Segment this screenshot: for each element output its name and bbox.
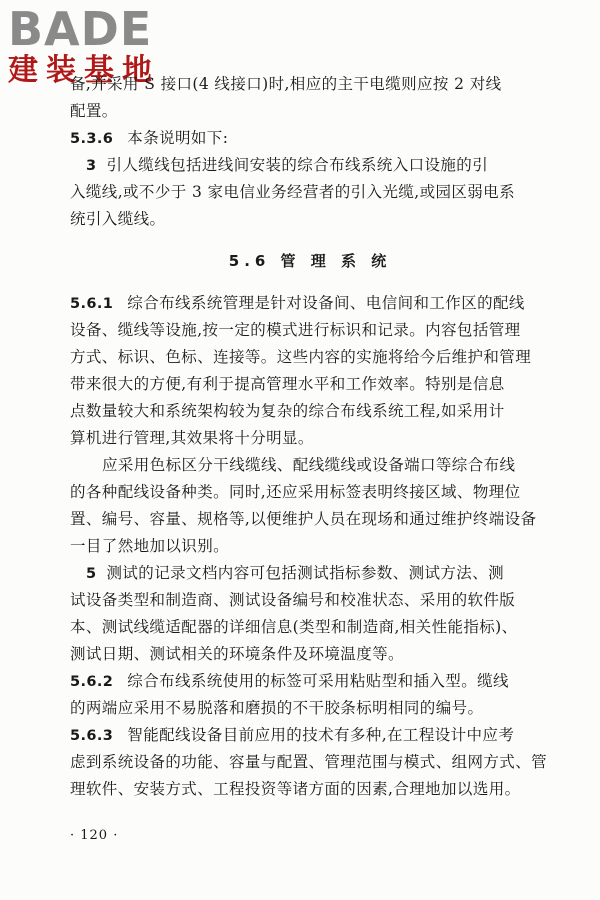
section-title: 5.6 管 理 系 统 <box>228 252 392 270</box>
text-line: 设备、缆线等设施,按一定的模式进行标识和记录。内容包括管理 <box>70 321 521 339</box>
text-line: 方式、标识、色标、连接等。这些内容的实施将给今后维护和管理 <box>70 348 532 366</box>
text-line: 统引入缆线。 <box>70 210 166 228</box>
clause-number: 5.6.1 <box>70 296 114 312</box>
clause-5-6-1 <box>70 290 525 318</box>
clause-5-6-3 <box>70 722 514 750</box>
watermark-subtitle: 建装基地 <box>8 53 160 88</box>
watermark-brand: BADE <box>8 2 153 56</box>
item-3 <box>86 152 488 180</box>
text-line: 算机进行管理,其效果将十分明显。 <box>70 429 314 447</box>
clause-number: 5.6.2 <box>70 674 114 690</box>
clause-5-6-2 <box>70 668 509 696</box>
text-line: 点数量较大和系统架构较为复杂的综合布线系统工程,如采用计 <box>70 402 505 420</box>
clause-text: 本条说明如下: <box>127 129 229 147</box>
text-line: 备,并采用 S 接口(4 线接口)时,相应的主干电缆则应按 2 对线 <box>70 75 502 93</box>
text-line: 的两端应采用不易脱落和磨损的不干胶条标明相同的编号。 <box>70 699 484 717</box>
clause-5-3-6 <box>70 125 228 153</box>
item-number: 3 <box>86 158 97 174</box>
clause-number: 5.6.3 <box>70 728 114 744</box>
page-number: · 120 · <box>70 828 119 843</box>
text-line: 一目了然地加以识别。 <box>70 537 230 555</box>
clause-text: 综合布线系统管理是针对设备间、电信间和工作区的配线 <box>127 294 525 312</box>
text-line: 试设备类型和制造商、测试设备编号和校准状态、采用的软件版 <box>70 591 516 609</box>
text-line: 虑到系统设备的功能、容量与配置、管理范围与模式、组网方式、管 <box>70 753 548 771</box>
text-line: 测试日期、测试相关的环境条件及环境温度等。 <box>70 645 404 663</box>
text-line: 置、编号、容量、规格等,以便维护人员在现场和通过维护终端设备 <box>70 510 537 528</box>
item-text: 引人缆线包括进线间安装的综合布线系统入口设施的引 <box>106 156 489 174</box>
item-5 <box>86 560 504 588</box>
text-line: 本、测试线缆适配器的详细信息(类型和制造商,相关性能指标)、 <box>70 618 518 636</box>
clause-text: 智能配线设备目前应用的技术有多种,在工程设计中应考 <box>127 726 515 744</box>
text-line: 应采用色标区分干线缆线、配线缆线或设备端口等综合布线 <box>102 456 516 474</box>
text-line: 入缆线,或不少于 3 家电信业务经营者的引入光缆,或园区弱电系 <box>70 183 515 201</box>
text-line: 理软件、安装方式、工程投资等诸方面的因素,合理地加以选用。 <box>70 780 521 798</box>
item-number: 5 <box>86 566 97 582</box>
text-line: 的各种配线设备种类。同时,还应采用标签表明终接区域、物理位 <box>70 483 521 501</box>
clause-text: 综合布线系统使用的标签可采用粘贴型和插入型。缆线 <box>127 672 509 690</box>
text-line: 带来很大的方便,有利于提高管理水平和工作效率。特别是信息 <box>70 375 505 393</box>
text-line: 配置。 <box>70 102 118 120</box>
clause-number: 5.3.6 <box>70 131 114 147</box>
item-text: 测试的记录文档内容可包括测试指标参数、测试方法、测 <box>106 564 505 582</box>
